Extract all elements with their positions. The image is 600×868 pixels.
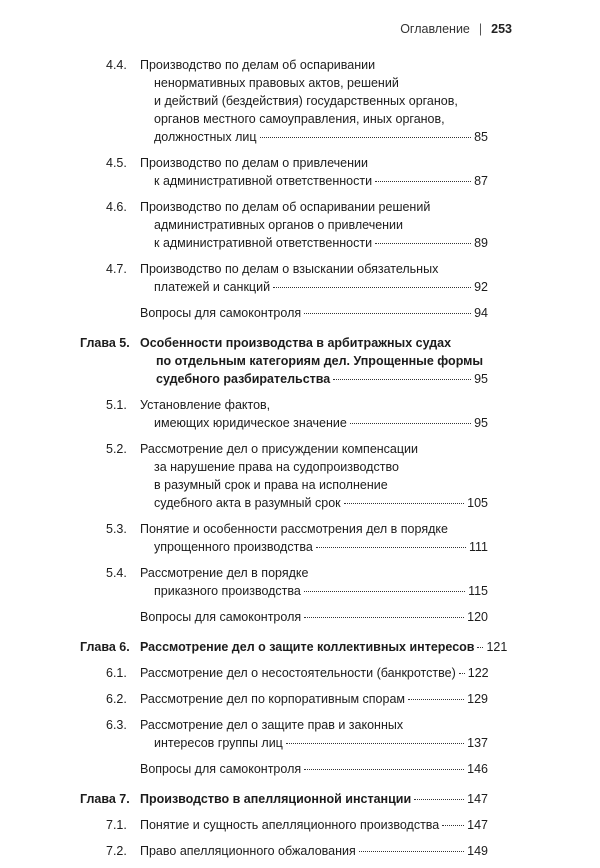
toc-entry-title	[140, 816, 488, 834]
toc-entry-line	[140, 414, 488, 432]
toc-page-number: 115	[468, 584, 488, 598]
toc-entry-line	[140, 278, 488, 296]
toc-entry-line: Производство по делам об оспаривании	[140, 58, 376, 72]
dot-leader	[375, 243, 471, 244]
toc-page-number: 89	[474, 236, 488, 250]
dot-leader	[408, 699, 464, 700]
toc-page-number: 137	[467, 736, 488, 750]
toc-entry-number: 6.1.	[106, 666, 127, 680]
dot-leader	[459, 673, 465, 674]
toc-entry-text: к административной ответственности	[154, 174, 373, 188]
toc-entry-line	[140, 790, 488, 808]
toc-section	[80, 154, 488, 190]
toc-entry-line: Особенности производства в арбитражных судах	[140, 336, 452, 350]
toc-entry-title	[140, 334, 488, 388]
toc-entry-title	[140, 760, 488, 778]
toc-entry-line: административных органов о привлечении	[154, 218, 404, 232]
toc-entry-line: Установление фактов,	[140, 398, 271, 412]
toc-page-number: 147	[467, 792, 488, 806]
toc-page-number: 129	[467, 692, 488, 706]
toc-entry-number: Глава 7.	[80, 792, 130, 806]
toc-entry-line: за нарушение права на судопроизводство	[154, 460, 399, 474]
toc-entry-line	[140, 172, 488, 190]
dot-leader	[359, 851, 464, 852]
toc-entry-line: Рассмотрение дел о присуждении компенсации	[140, 442, 419, 456]
toc-entry-title	[140, 304, 488, 322]
toc-page-number: 92	[474, 280, 488, 294]
toc-entry-title	[140, 842, 488, 860]
toc-entry-title	[140, 440, 488, 512]
dot-leader	[375, 181, 471, 182]
dot-leader	[304, 591, 465, 592]
toc-entry-number: 4.4.	[106, 58, 127, 72]
toc-section	[80, 716, 488, 752]
toc-entry-title	[140, 564, 488, 600]
toc-entry-line: Производство по делам об оспаривании решений	[140, 200, 431, 214]
toc-page-number: 85	[474, 130, 488, 144]
toc-section	[80, 608, 488, 626]
toc-entry-line	[140, 582, 488, 600]
toc-section	[80, 198, 488, 252]
toc-entry-title	[140, 260, 488, 296]
toc-entry-number: 5.4.	[106, 566, 127, 580]
running-header	[400, 22, 512, 36]
toc-entry-text: судебного акта в разумный срок	[154, 496, 341, 510]
toc-entry-text: Понятие и сущность апелляционного производства	[140, 818, 440, 832]
toc-entry-line: Понятие и особенности рассмотрения дел в порядке	[140, 522, 448, 536]
toc-entry-text: интересов группы лиц	[154, 736, 283, 750]
toc-entry-line	[140, 538, 488, 556]
toc-entry-text: упрощенного производства	[154, 540, 313, 554]
dot-leader	[477, 647, 483, 648]
dot-leader	[304, 313, 471, 314]
toc-entry-line	[140, 234, 488, 252]
toc-entry-title	[140, 664, 488, 682]
running-header-title: Оглавление	[400, 22, 470, 36]
dot-leader	[260, 137, 472, 138]
toc-entry-text: Рассмотрение дел о несостоятельности (банкротстве)	[140, 666, 456, 680]
dot-leader	[273, 287, 471, 288]
toc-entry-line: Производство по делам о привлечении	[140, 156, 368, 170]
dot-leader	[304, 769, 464, 770]
toc-entry-number: Глава 6.	[80, 640, 130, 654]
toc-entry-line: органов местного самоуправления, иных органов,	[154, 112, 445, 126]
toc-page-number: 146	[467, 762, 488, 776]
toc-entry-line: ненормативных правовых актов, решений	[154, 76, 399, 90]
toc-section	[80, 520, 488, 556]
toc-chapter	[80, 638, 508, 656]
toc-section	[80, 260, 488, 296]
toc-chapter	[80, 790, 488, 808]
toc-entry-line	[140, 664, 488, 682]
toc-entry-line: в разумный срок и права на исполнение	[154, 478, 388, 492]
toc-entry-text: Вопросы для самоконтроля	[140, 610, 302, 624]
toc-entry-line	[140, 816, 488, 834]
toc-chapter	[80, 334, 488, 388]
toc-entry-line	[140, 690, 488, 708]
toc-entry-title	[140, 520, 488, 556]
toc-entry-number: Глава 5.	[80, 336, 130, 350]
dot-leader	[344, 503, 465, 504]
toc-entry-line: Рассмотрение дел о защите прав и законных	[140, 718, 404, 732]
running-header-separator: |	[478, 22, 483, 36]
dot-leader	[333, 379, 471, 380]
toc-entry-title	[140, 790, 488, 808]
toc-entry-title	[140, 638, 508, 656]
toc-entry-number: 4.7.	[106, 262, 127, 276]
toc-entry-number: 5.2.	[106, 442, 127, 456]
toc-section	[80, 690, 488, 708]
page-number: 253	[491, 22, 512, 36]
dot-leader	[350, 423, 471, 424]
toc-entry-text: имеющих юридическое значение	[154, 416, 347, 430]
toc-entry-number: 7.2.	[106, 844, 127, 858]
toc-entry-text: приказного производства	[154, 584, 301, 598]
toc-entry-number: 4.5.	[106, 156, 127, 170]
toc-entry-number: 5.3.	[106, 522, 127, 536]
toc-page-number: 95	[474, 372, 488, 386]
toc-entry-text: Вопросы для самоконтроля	[140, 762, 302, 776]
toc-page-number: 94	[474, 306, 488, 320]
toc-entry-title	[140, 396, 488, 432]
toc-entry-line	[140, 304, 488, 322]
toc-entry-line: и действий (бездействия) государственных органов,	[154, 94, 458, 108]
toc-page-number: 121	[486, 640, 508, 654]
toc-entry-line	[140, 128, 488, 146]
toc-section	[80, 304, 488, 322]
toc-section	[80, 760, 488, 778]
toc-entry-text: Вопросы для самоконтроля	[140, 306, 302, 320]
toc-entry-text: к административной ответственности	[154, 236, 373, 250]
toc-entry-title	[140, 690, 488, 708]
toc-entry-title	[140, 716, 488, 752]
toc-entry-line	[140, 760, 488, 778]
toc-page-number: 149	[467, 844, 488, 858]
dot-leader	[286, 743, 464, 744]
toc-entry-title	[140, 608, 488, 626]
toc-entry-text: Рассмотрение дел о защите коллективных интересов	[140, 640, 475, 654]
toc-page-number: 95	[474, 416, 488, 430]
dot-leader	[414, 799, 464, 800]
toc-entry-line	[140, 494, 488, 512]
toc-page-number: 120	[467, 610, 488, 624]
toc-entry-title	[140, 198, 488, 252]
toc-entry-text: платежей и санкций	[154, 280, 271, 294]
toc-entry-text: Рассмотрение дел по корпоративным спорам	[140, 692, 406, 706]
toc-entry-text: Право апелляционного обжалования	[140, 844, 356, 858]
toc-section	[80, 664, 488, 682]
toc-section	[80, 842, 488, 860]
toc-section	[80, 440, 488, 512]
dot-leader	[316, 547, 466, 548]
toc-entry-line: Производство по делам о взыскании обязательных	[140, 262, 439, 276]
toc-entry-line	[140, 370, 488, 388]
toc-entry-text: Производство в апелляционной инстанции	[140, 792, 412, 806]
toc-page-number: 122	[467, 666, 489, 680]
toc-page-number: 147	[467, 818, 488, 832]
table-of-contents	[80, 56, 508, 868]
toc-section	[80, 564, 488, 600]
toc-page-number: 105	[467, 496, 488, 510]
toc-entry-number: 7.1.	[106, 818, 127, 832]
toc-entry-text: должностных лиц	[154, 130, 257, 144]
toc-entry-text: судебного разбирательства	[156, 372, 331, 386]
toc-entry-line	[140, 842, 488, 860]
dot-leader	[304, 617, 464, 618]
dot-leader	[442, 825, 464, 826]
toc-entry-number: 6.2.	[106, 692, 127, 706]
toc-entry-line: Рассмотрение дел в порядке	[140, 566, 309, 580]
toc-entry-line: по отдельным категориям дел. Упрощенные формы	[156, 354, 484, 368]
toc-section	[80, 396, 488, 432]
toc-entry-line	[140, 734, 488, 752]
toc-page-number: 111	[468, 540, 488, 554]
toc-entry-number: 5.1.	[106, 398, 127, 412]
toc-entry-line	[140, 638, 508, 656]
toc-entry-line	[140, 608, 488, 626]
toc-entry-title	[140, 154, 488, 190]
toc-page-number: 87	[474, 174, 488, 188]
toc-entry-number: 4.6.	[106, 200, 127, 214]
toc-section	[80, 56, 488, 146]
toc-entry-title	[140, 56, 488, 146]
toc-section	[80, 816, 488, 834]
toc-entry-number: 6.3.	[106, 718, 127, 732]
